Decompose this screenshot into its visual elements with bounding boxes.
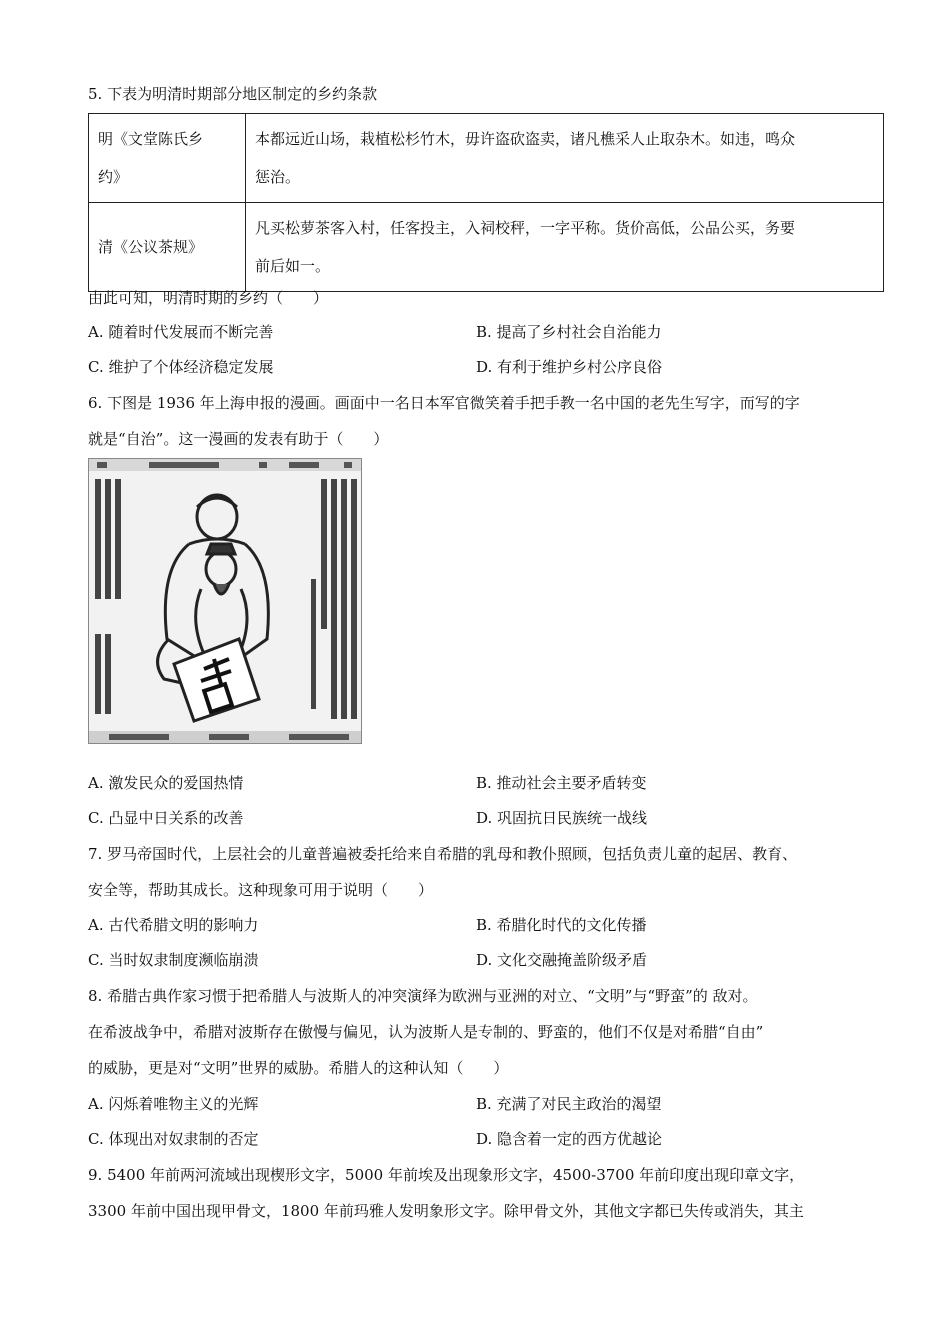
table-row (89, 114, 884, 203)
q5-option-d[interactable]: D. 有利于维护乡村公序良俗 (476, 358, 663, 376)
q8-option-d[interactable]: D. 隐含着一定的西方优越论 (476, 1130, 663, 1148)
q6-option-c[interactable]: C. 凸显中日关系的改善 (88, 809, 244, 827)
q8-stem: 8. 希腊古典作家习惯于把希腊人与波斯人的冲突演绎为欧洲与亚洲的对立、“文明”与“野蛮”的 敌对。 (88, 987, 758, 1005)
pact-name: 明《文堂陈氏乡 (98, 130, 204, 148)
pact-text-cell (246, 203, 884, 292)
q5-stem: 5. 下表为明清时期部分地区制定的乡约条款 (88, 85, 378, 103)
q7-option-c[interactable]: C. 当时奴隶制度濒临崩溃 (88, 951, 259, 969)
newspaper-cartoon-image (88, 458, 362, 744)
table-row (89, 203, 884, 292)
q6-option-d[interactable]: D. 巩固抗日民族统一战线 (476, 809, 648, 827)
q7-option-a[interactable]: A. 古代希腊文明的影响力 (88, 916, 259, 934)
q5-question: 由此可知，明清时期的乡约（ ） (88, 289, 329, 307)
q9-stem: 9. 5400 年前两河流域出现楔形文字，5000 年前埃及出现象形文字，4500-3700 年前印度出现印章文字， (88, 1166, 805, 1184)
q8-stem: 的威胁，更是对“文明”世界的威胁。希腊人的这种认知（ ） (88, 1059, 509, 1077)
cartoon-illustration (89, 459, 361, 743)
q7-option-d[interactable]: D. 文化交融掩盖阶级矛盾 (476, 951, 648, 969)
q8-option-c[interactable]: C. 体现出对奴隶制的否定 (88, 1130, 259, 1148)
pact-name: 清《公议茶规》 (98, 238, 204, 256)
pact-text-cell (246, 114, 884, 203)
q8-option-b[interactable]: B. 充满了对民主政治的渴望 (476, 1095, 662, 1113)
pact-text: 凡买松萝茶客入村，任客投主，入祠校秤，一字平称。货价高低，公品公买，务要 (255, 219, 796, 237)
q5-option-b[interactable]: B. 提高了乡村社会自治能力 (476, 323, 662, 341)
q6-option-a[interactable]: A. 激发民众的爱国热情 (88, 774, 244, 792)
q5-option-a[interactable]: A. 随着时代发展而不断完善 (88, 323, 274, 341)
q6-stem: 6. 下图是 1936 年上海申报的漫画。画面中一名日本军官微笑着手把手教一名中国的老先生写字，而写的字 (88, 394, 800, 412)
q7-stem: 7. 罗马帝国时代，上层社会的儿童普遍被委托给来自希腊的乳母和教仆照顾，包括负责儿童的起居、教育、 (88, 845, 798, 863)
pact-name-cell (89, 114, 246, 203)
q9-stem: 3300 年前中国出现甲骨文，1800 年前玛雅人发明象形文字。除甲骨文外，其他文字都已失传或消失，其主 (88, 1202, 804, 1220)
q7-stem: 安全等，帮助其成长。这种现象可用于说明（ ） (88, 881, 434, 899)
pact-text: 本都远近山场，栽植松杉竹木，毋许盗砍盗卖，诸凡樵采人止取杂木。如违，鸣众 (255, 130, 796, 148)
q6-stem: 就是“自治”。这一漫画的发表有助于（ ） (88, 430, 389, 448)
pact-text: 惩治。 (255, 168, 301, 186)
pact-name: 约》 (98, 168, 129, 186)
pact-name-cell (89, 203, 246, 292)
q5-option-c[interactable]: C. 维护了个体经济稳定发展 (88, 358, 274, 376)
q8-stem: 在希波战争中，希腊对波斯存在傲慢与偏见，认为波斯人是专制的、野蛮的，他们不仅是对希腊“自由” (88, 1023, 764, 1041)
q7-option-b[interactable]: B. 希腊化时代的文化传播 (476, 916, 647, 934)
q8-option-a[interactable]: A. 闪烁着唯物主义的光辉 (88, 1095, 259, 1113)
q6-option-b[interactable]: B. 推动社会主要矛盾转变 (476, 774, 647, 792)
q5-pacts-table (88, 113, 884, 292)
pact-text: 前后如一。 (255, 257, 331, 275)
